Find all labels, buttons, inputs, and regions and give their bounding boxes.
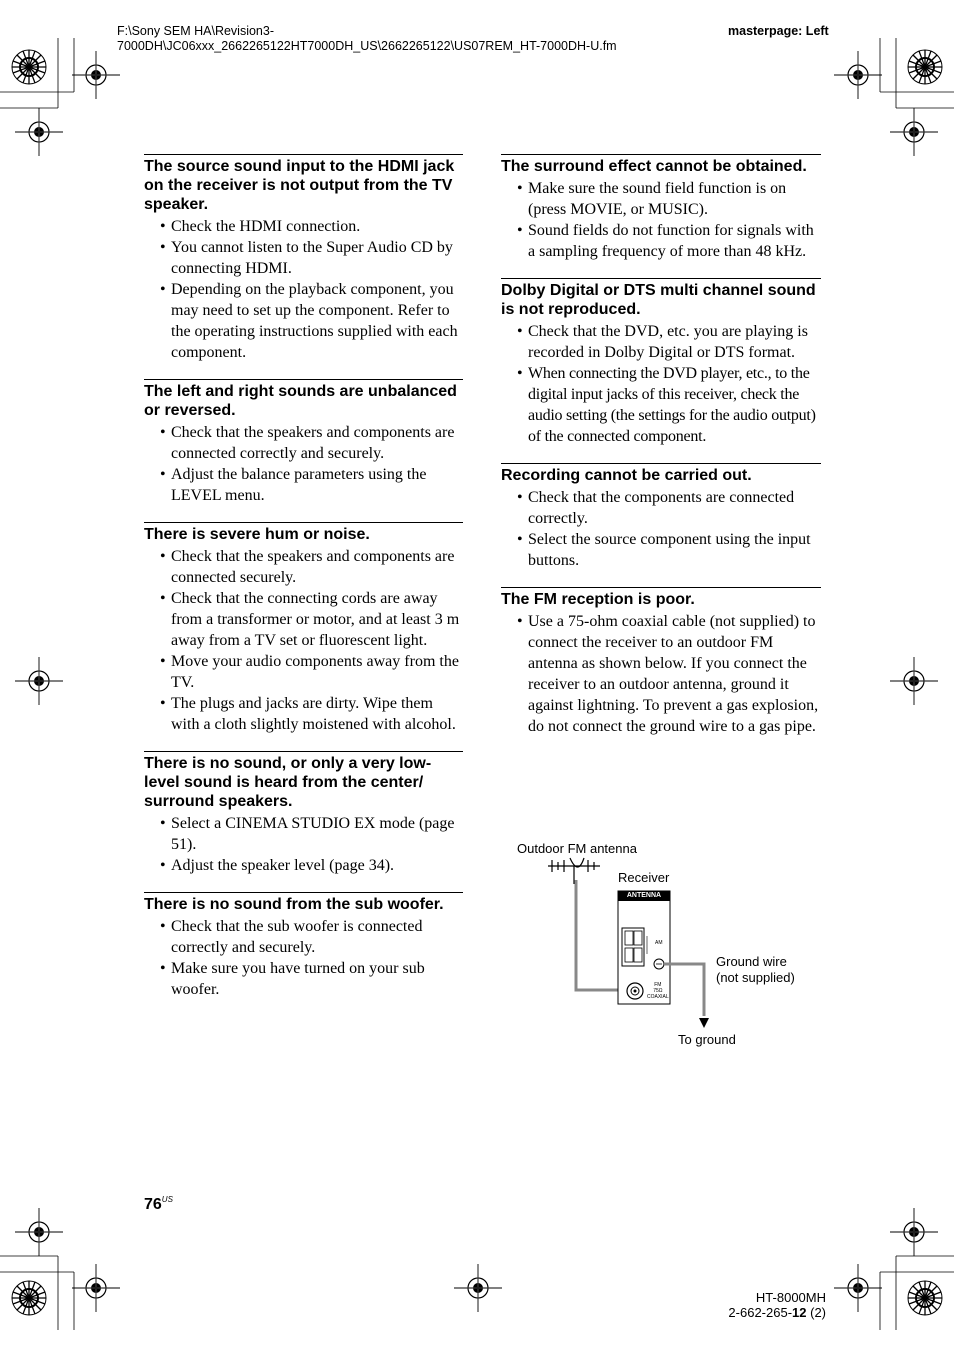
list-item: • Make sure you have turned on your sub woofer.: [160, 958, 463, 1000]
receiver-label: Receiver: [618, 870, 670, 885]
list-item: • When connecting the DVD player, etc., to the digital input jacks of this receiver, check the audio setting (the settings for the audio output) of the connected component.: [517, 363, 821, 447]
fm-label: FM: [654, 982, 662, 988]
ground-wire-label: [716, 954, 795, 986]
bullet-list: [144, 216, 463, 363]
list-item: • Use a 75-ohm coaxial cable (not supplied) to connect the receiver to an outdoor FM antenna as shown below. If you connect the receiver to an outdoor antenna, ground it against lightning. To prevent a gas explosion, do not connect the ground wire to a gas pipe.: [517, 611, 821, 737]
coaxial-label: COAXIAL: [647, 994, 669, 1000]
page-number: [144, 1196, 173, 1214]
model-name: HT-8000MH: [755, 1290, 826, 1305]
impedance-label: 75Ω: [653, 988, 663, 994]
section-heading: There is no sound from the sub woofer.: [144, 896, 444, 913]
section-heading: The left and right sounds are unbalanced or reversed.: [144, 383, 457, 419]
list-item: • Depending on the playback component, you may need to set up the component. Refer to the operating instructions supplied with each component.: [160, 279, 463, 363]
am-terminal-label: AM: [655, 940, 663, 946]
page-number-value: 76: [144, 1196, 162, 1213]
bullet-list: [144, 916, 463, 1000]
section-heading: The source sound input to the HDMI jack on the receiver is not output from the TV speaker.: [144, 158, 455, 213]
right-column: [501, 154, 821, 753]
part-number-suffix: (2): [806, 1305, 826, 1320]
section-sub-woofer: [144, 892, 463, 1000]
section-fm-reception: [501, 587, 821, 737]
file-path-line-1: F:\Sony SEM HA\Revision3-: [117, 24, 274, 38]
section-hum-noise: [144, 522, 463, 735]
section-center-surround: [144, 751, 463, 876]
list-item: • The plugs and jacks are dirty. Wipe them with a cloth slightly moistened with alcohol.: [160, 693, 463, 735]
list-item: • Check that the components are connected correctly.: [517, 487, 821, 529]
list-item: • Check that the DVD, etc. you are playing is recorded in Dolby Digital or DTS format.: [517, 321, 821, 363]
fm-coaxial-label: [647, 982, 669, 1000]
part-number: [725, 1305, 826, 1320]
page-number-suffix: US: [161, 1195, 173, 1204]
list-item: • Sound fields do not function for signals with a sampling frequency of more than 48 kHz.: [517, 220, 821, 262]
part-number-bold: 12: [792, 1305, 807, 1320]
bullet-list: [144, 813, 463, 876]
list-item: • Check that the connecting cords are away from a transformer or motor, and at least 3 m away from a TV set or fluorescent light.: [160, 588, 463, 651]
list-item: • Move your audio components away from the TV.: [160, 651, 463, 693]
bullet-list: [144, 422, 463, 506]
section-unbalanced-sounds: [144, 379, 463, 506]
list-item: • Check that the sub woofer is connected correctly and securely.: [160, 916, 463, 958]
ground-wire-label-line-2: (not supplied): [716, 970, 795, 985]
left-column: [144, 154, 463, 1016]
list-item: • Select a CINEMA STUDIO EX mode (page 51).: [160, 813, 463, 855]
list-item: • Check that the speakers and components are connected securely.: [160, 546, 463, 588]
ground-wire-label-line-1: Ground wire: [716, 954, 787, 969]
bullet-list: [144, 546, 463, 735]
bullet-list: [501, 321, 821, 447]
bullet-list: [501, 611, 821, 737]
part-number-prefix: 2-662-265-: [728, 1305, 793, 1320]
masterpage-label: masterpage: Left: [728, 24, 829, 38]
list-item: • Check that the speakers and components are connected correctly and securely.: [160, 422, 463, 464]
fm-antenna-diagram: [510, 836, 820, 1056]
outdoor-fm-antenna-label: Outdoor FM antenna: [517, 841, 637, 856]
bullet-list: [501, 178, 821, 262]
model-info: [725, 1290, 826, 1320]
section-recording: [501, 463, 821, 571]
antenna-panel-title: ANTENNA: [626, 892, 662, 899]
section-heading: There is no sound, or only a very low-level sound is heard from the center/ surround speakers.: [144, 755, 432, 810]
section-dolby-dts: [501, 278, 821, 447]
list-item: • Select the source component using the input buttons.: [517, 529, 821, 571]
list-item: • Adjust the balance parameters using the LEVEL menu.: [160, 464, 463, 506]
antenna-connection-drawing: [510, 836, 820, 1056]
section-heading: The FM reception is poor.: [501, 591, 695, 608]
list-item: • Make sure the sound field function is on (press MOVIE, or MUSIC).: [517, 178, 821, 220]
section-surround-effect: [501, 154, 821, 262]
list-item: • Adjust the speaker level (page 34).: [160, 855, 463, 876]
list-item: • You cannot listen to the Super Audio CD by connecting HDMI.: [160, 237, 463, 279]
section-heading: The surround effect cannot be obtained.: [501, 158, 807, 175]
section-heading: There is severe hum or noise.: [144, 526, 370, 543]
to-ground-label: To ground: [678, 1032, 736, 1047]
section-hdmi-tv-speaker: [144, 154, 463, 363]
list-item: • Check the HDMI connection.: [160, 216, 463, 237]
section-heading: Dolby Digital or DTS multi channel sound is not reproduced.: [501, 282, 816, 318]
file-path-line-2: 7000DH\JC06xxx_2662265122HT7000DH_US\2662265122\US07REM_HT-7000DH-U.fm: [117, 39, 617, 53]
bullet-list: [501, 487, 821, 571]
section-heading: Recording cannot be carried out.: [501, 467, 752, 484]
